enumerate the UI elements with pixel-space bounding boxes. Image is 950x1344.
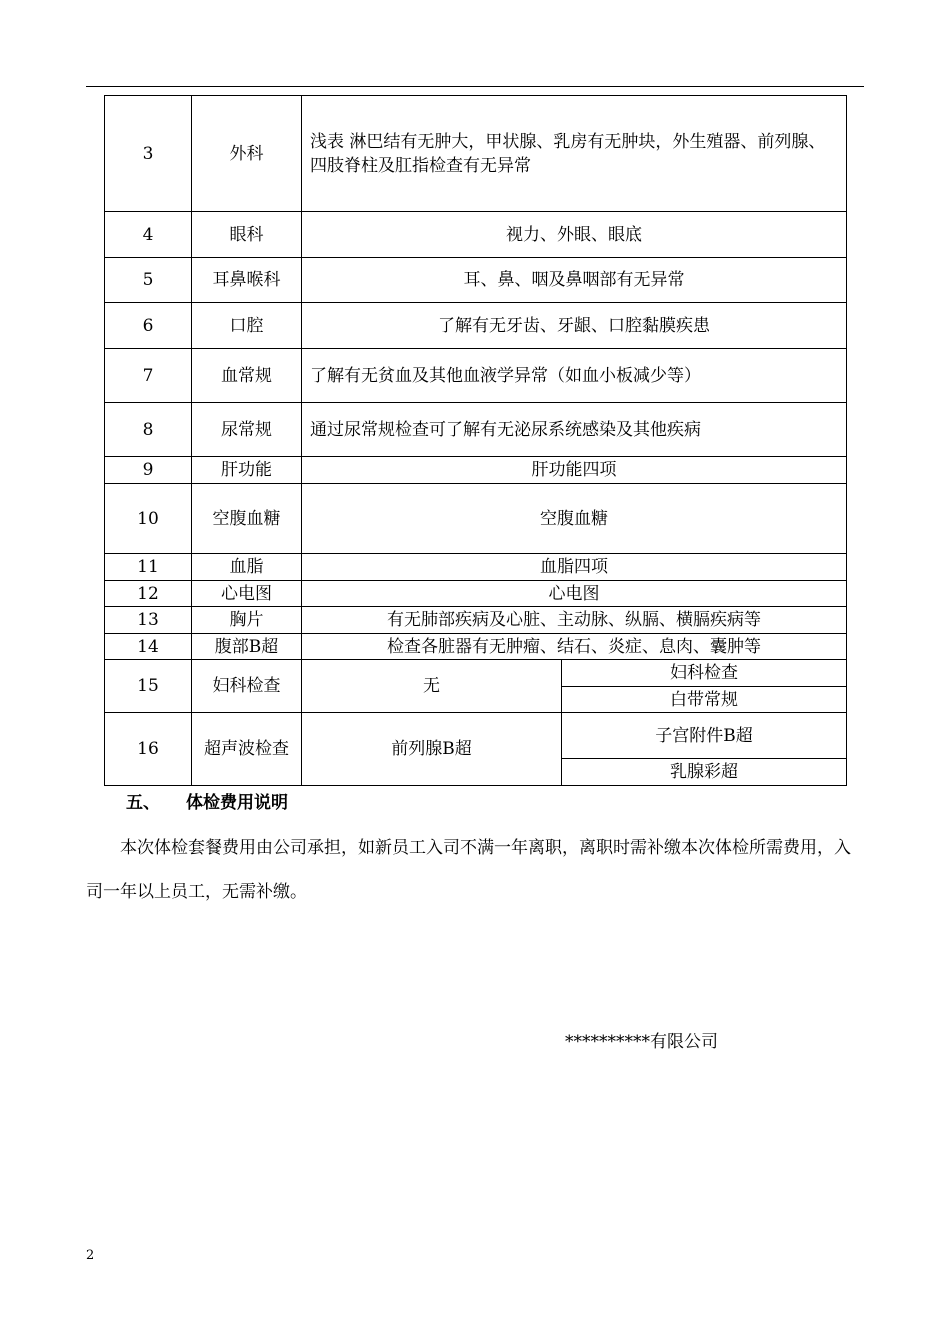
exam-content: 检查各脏器有无肿瘤、结石、炎症、息肉、囊肿等: [302, 634, 847, 660]
row-number: 14: [105, 634, 192, 660]
table-row: [105, 349, 847, 403]
female-option: 妇科检查: [562, 660, 847, 687]
section-number: 五、: [126, 793, 160, 813]
exam-content: 视力、外眼、眼底: [302, 212, 847, 258]
row-number: 12: [105, 581, 192, 607]
exam-items-table: [104, 95, 847, 786]
fee-paragraph: 本次体检套餐费用由公司承担，如新员工入司不满一年离职，离职时需补缴本次体检所需费用，入司一年以上员工，无需补缴。: [86, 838, 851, 902]
row-number: 11: [105, 554, 192, 581]
male-option: 前列腺B超: [302, 713, 562, 786]
exam-content: 浅表 淋巴结有无肿大，甲状腺、乳房有无肿块，外生殖器、前列腺、四肢脊柱及肛指检查有无异常: [302, 96, 847, 212]
company-signature: **********有限公司: [565, 1032, 718, 1052]
table-row: [105, 212, 847, 258]
section-heading: [126, 788, 288, 813]
exam-content: 耳、鼻、咽及鼻咽部有无异常: [302, 258, 847, 303]
row-number: 4: [105, 212, 192, 258]
row-number: 3: [105, 96, 192, 212]
row-number: 8: [105, 403, 192, 457]
table-row: [105, 581, 847, 607]
table-row: [105, 258, 847, 303]
row-number: 15: [105, 660, 192, 713]
exam-department: 超声波检查: [192, 713, 302, 786]
row-number: 5: [105, 258, 192, 303]
table-row: [105, 403, 847, 457]
exam-content: 有无肺部疾病及心脏、主动脉、纵膈、横膈疾病等: [302, 607, 847, 634]
table-row: [105, 607, 847, 634]
exam-content: 肝功能四项: [302, 457, 847, 484]
page-number: 2: [86, 1248, 95, 1263]
exam-content: 了解有无牙齿、牙龈、口腔黏膜疾患: [302, 303, 847, 349]
exam-department: 血脂: [192, 554, 302, 581]
row-number: 16: [105, 713, 192, 786]
section-title: 体检费用说明: [186, 793, 288, 813]
table-row: [105, 713, 847, 759]
exam-department: 胸片: [192, 607, 302, 634]
exam-content: 通过尿常规检查可了解有无泌尿系统感染及其他疾病: [302, 403, 847, 457]
row-number: 13: [105, 607, 192, 634]
exam-department: 血常规: [192, 349, 302, 403]
table-row: [105, 554, 847, 581]
row-number: 6: [105, 303, 192, 349]
row-number: 10: [105, 484, 192, 554]
table-row: [105, 457, 847, 484]
table-row: [105, 303, 847, 349]
female-option: 子宫附件B超: [562, 713, 847, 759]
exam-content: 血脂四项: [302, 554, 847, 581]
exam-department: 口腔: [192, 303, 302, 349]
row-number: 9: [105, 457, 192, 484]
header-rule: [86, 86, 864, 87]
exam-content: 心电图: [302, 581, 847, 607]
exam-department: 妇科检查: [192, 660, 302, 713]
exam-department: 心电图: [192, 581, 302, 607]
exam-content: 空腹血糖: [302, 484, 847, 554]
exam-department: 眼科: [192, 212, 302, 258]
exam-content: 了解有无贫血及其他血液学异常（如血小板减少等）: [302, 349, 847, 403]
table-row: [105, 634, 847, 660]
female-option: 白带常规: [562, 687, 847, 713]
table-row: [105, 660, 847, 687]
row-number: 7: [105, 349, 192, 403]
table-row: [105, 96, 847, 212]
male-option: 无: [302, 660, 562, 713]
exam-department: 空腹血糖: [192, 484, 302, 554]
exam-department: 腹部B超: [192, 634, 302, 660]
table-row: [105, 484, 847, 554]
exam-department: 外科: [192, 96, 302, 212]
exam-department: 肝功能: [192, 457, 302, 484]
female-option: 乳腺彩超: [562, 759, 847, 786]
exam-department: 耳鼻喉科: [192, 258, 302, 303]
exam-department: 尿常规: [192, 403, 302, 457]
